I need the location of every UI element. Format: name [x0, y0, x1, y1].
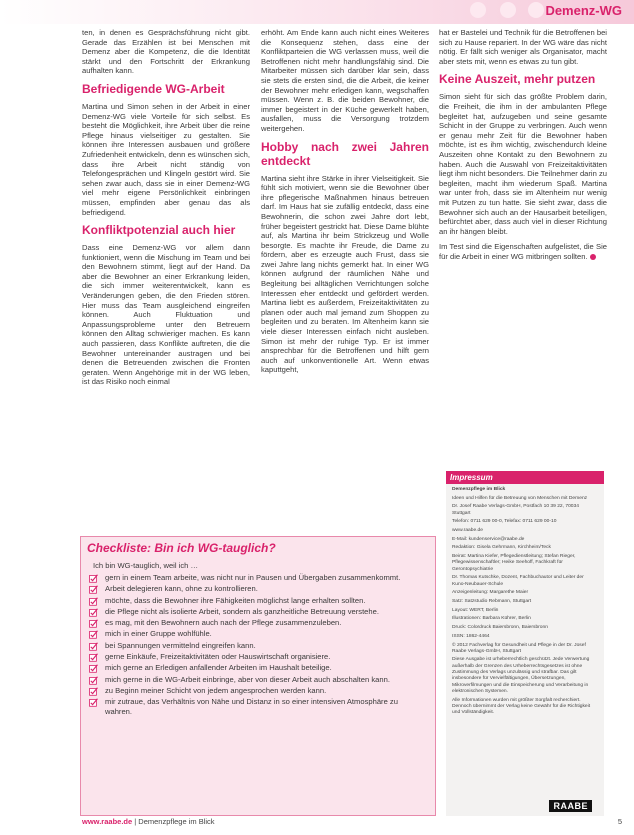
decorative-dot: [500, 2, 516, 18]
footer-separator: |: [132, 817, 139, 826]
impressum-line: Illustrationen: Barbara Kührer, Berlin: [452, 616, 531, 622]
checklist-item: [87, 652, 423, 662]
checklist-item: [87, 697, 423, 717]
impressum-line: E-Mail: kundenservice@raabe.de: [452, 536, 525, 542]
checkbox-icon[interactable]: [89, 698, 98, 707]
checklist-item-text: mir zutraue, das Verhältnis von Nähe und Distanz in so einer intensiven Atmosphäre zu wahren.: [105, 697, 398, 717]
section-heading: Konfliktpotenzial auch hier: [82, 223, 236, 238]
paragraph: Simon sieht für sich das größte Problem darin, die Freiheit, die ihm in der ambulanten Pflege begleitet hat, aufzugeben und seine gesamte Schicht in der Gruppe zu verbringen. Auch wenn er genau mehr Zeit für die Bewohner haben möchte, ist es ihm wichtig, zwischendurch kleine Auszeiten ohne Kontakt zu den Bewohnern zu haben. Auch die Auswahl von Freizeitaktivitäten liegt ihm nicht besonders. Die Teilnehmer darin zu begleiten, macht ihm wiederum Spaß. Martina war unter froh, dass sie im Altenheim nur wenig mit Putzen zu tun hatte. Sie sieht zwar, dass die Bewohner sich auch an der Hausarbeit beteiligen, befürchtet aber, dass auch viel in dieser Richtung an ihr hängen bleibt.: [439, 92, 607, 236]
text-column-3: [439, 28, 607, 267]
checkbox-icon[interactable]: [89, 653, 98, 662]
checklist-title: Checkliste: Bin ich WG-tauglich?: [87, 541, 276, 555]
checklist-item-text: gerne Einkäufe, Freizeitaktivitäten oder Hauswirtschaft organisiere.: [105, 652, 331, 662]
paragraph: erhöht. Am Ende kann auch nicht eines Weiteres die Konsequenz stehen, dass eine der Konfliktparteien die WG verlassen muss, weil die Betroffenen nicht mehr handlungsfähig sind. Die Mitarbeiter müssen sich darüber klar sein, dass sie stets die ersten sind, die die Arbeit, die keiner der Bewohner mehr erledigen kann, wegschaffen müssen. Wenn z. B. die beiden Bewohner, die immer begeistert in der Küche gewerkelt haben, ausfallen, muss die Versorgung trotzdem weitergehen.: [261, 28, 429, 133]
impressum-line: Diese Ausgabe ist urheberrechtlich geschützt. Jede Verwertung außerhalb der Grenzen des Urheberrechtsgesetzes ist ohne Zustimmung des Verlags unzulässig und strafbar. Das gilt insbesondere für Vervielfältigungen, Übersetzungen, Mikroverfilmungen und die Einspeicherung und Verarbeitung in elektronischen Systemen.: [452, 657, 590, 694]
checklist-item: [87, 584, 423, 594]
checklist-item: [87, 686, 423, 696]
page-number: 5: [617, 817, 622, 826]
impressum-line: Druck: Colordruck Baiersbronn, Baiersbronn: [452, 625, 548, 631]
impressum-line: www.raabe.de: [452, 528, 483, 534]
checkbox-icon[interactable]: [89, 597, 98, 606]
impressum-line: Telefon: 0711 629 00-0, Telefax: 0711 629 00-10: [452, 519, 557, 525]
checklist-item-text: zu Beginn meiner Schicht von jedem angesprochen werden kann.: [105, 685, 327, 695]
footer-publication: Demenzpflege im Blick: [138, 817, 215, 826]
text-column-1: [82, 28, 250, 393]
checklist-intro: Ich bin WG-tauglich, weil ich …: [93, 561, 199, 570]
checklist-item-text: mich gerne in die WG-Arbeit einbringe, aber von dieser Arbeit auch abschalten kann.: [105, 674, 390, 684]
impressum-line: Ideen und Hilfen für die Betreuung von Menschen mit Demenz: [452, 495, 588, 501]
impressum-body: [446, 484, 604, 722]
impressum-line: Beirat: Martina Kiefer, Pflegedienstleitung; Stefan Rieger, Pflegewissenschaftler; Heike Seehoff, Fachkraft für Gerontopsychiatrie: [452, 554, 576, 572]
checklist-item-text: es mag, mit den Bewohnern auch nach der Pflege zusammenzuleben.: [105, 618, 342, 628]
impressum-line: Dr. Thomas Kutschke, Dozent, Fachbuchautor und Leiter der Kuno-Neubauer-Schule: [452, 575, 584, 587]
section-heading: Befriedigende WG-Arbeit: [82, 81, 225, 96]
checklist-item: [87, 573, 423, 583]
paragraph: hat er Bastelei und Technik für die Betroffenen bei sich zu Hause repariert. In der WG wäre das nicht nötig. Er fällt sich weniger als Organisator, macht aber stets mit, wenn es etwas zu tun gibt.: [439, 28, 607, 66]
impressum-line: Dr. Josef Raabe Verlags-GmbH, Postfach 10 39 22, 70034 Stuttgart: [452, 504, 579, 516]
end-mark-icon: [590, 254, 596, 260]
checklist-item: [87, 618, 423, 628]
checklist-item: [87, 596, 423, 606]
section-heading: Keine Auszeit, mehr putzen: [439, 72, 596, 87]
checklist-item-text: die Pflege nicht als isolierte Arbeit, sondern als ganzheitliche Betreuung verstehe.: [105, 606, 379, 616]
checkbox-icon[interactable]: [89, 642, 98, 651]
impressum-box: [446, 471, 604, 816]
impressum-line: Anzeigenleitung: Margarethe Maier: [452, 590, 529, 596]
impressum-line: Satz: Satzstudio Rebmann, Stuttgart: [452, 599, 532, 605]
section-tag: Demenz-WG: [545, 3, 622, 18]
checklist-item: [87, 663, 423, 673]
checkbox-icon[interactable]: [89, 676, 98, 685]
checklist-item-text: möchte, dass die Bewohner ihre Fähigkeiten möglichst lange erhalten sollten.: [105, 595, 366, 605]
impressum-line: Alle Informationen wurden mit größter Sorgfalt recherchiert. Dennoch übernimmt der Verlag keine Gewähr für die Richtigkeit und Vollständigkeit.: [452, 697, 591, 716]
footer: [82, 817, 215, 826]
paragraph: Im Test sind die Eigenschaften aufgelistet, die Sie für die Arbeit in einer WG mitbringen sollten.: [439, 242, 607, 261]
raabe-logo: RAABE: [549, 800, 592, 812]
checkbox-icon[interactable]: [89, 664, 98, 673]
impressum-line: Redaktion: Gisela Gehrmann, Kirchheim/Teck: [452, 545, 551, 551]
checklist-item-text: bei Spannungen vermittelnd eingreifen kann.: [105, 640, 256, 650]
impressum-line: ISSN: 1862-4464: [452, 633, 490, 639]
impressum-title: Impressum: [446, 471, 604, 484]
impressum-line: Demenzpflege im Blick: [452, 487, 506, 492]
checklist-items: [87, 573, 423, 718]
impressum-line: © 2012 Fachverlag für Gesundheit und Pflege in der Dr. Josef Raabe Verlags-GmbH, Stuttgart: [452, 642, 586, 654]
checkbox-icon[interactable]: [89, 687, 98, 696]
checkbox-icon[interactable]: [89, 608, 98, 617]
paragraph: Martina sieht ihre Stärke in ihrer Vielseitigkeit. Sie fühlt sich motiviert, wenn sie die Bewohner über ihre pflegerische Maßnahmen hinaus betreuen darf. Im Haus hat sie zufällig entdeckt, dass eine Bewohnerin, die schon zwei Jahre dort lebt, früher begeistert gestrickt hat. Diese Dame blühte auf, als Martina ihr beim Strickzeug und Wolle besorgte. Es machte ihr Freude, die Dame zu fördern, aber es erzeugte auch Frust, dass sie zwei Jahre lang nichts gemerkt hat. In einer WG können aufgrund der räumlichen Nähe und Begleitung bei alltäglichen Verrichtungen solche Interessen eher entdeckt und gefördert werden. Martina liebt es außerdem, Freizeitaktivitäten zu planen oder auch mal jemand zum Shoppen zu begleiten und zu beraten. Im Altenheim kann sie viele dieser Interessen einfach nicht ausleben. Simon ist mehr der ruhige Typ. Er ist immer ansprechbar für die Betroffenen und hilft gern auch auf unkonventionelle Art. Wenn etwas kaputtgeht,: [261, 173, 429, 375]
checkbox-icon[interactable]: [89, 619, 98, 628]
checklist-item-text: gern in einem Team arbeite, was nicht nur in Pausen und Übergaben zusammenkommt.: [105, 573, 401, 582]
checklist-item-text: Arbeit delegieren kann, ohne zu kontrollieren.: [105, 584, 258, 594]
impressum-line: Layout: WERT, Berlin: [452, 607, 499, 613]
checklist-item: [87, 675, 423, 685]
paragraph: ten, in denen es Gesprächsführung nicht gibt. Gerade das Erzählen ist bei Menschen mit Demenz aber die Kompetenz, die die Identität stärkt und den Fortschritt der Erkrankung aufhalten kann.: [82, 28, 250, 76]
checklist-item-text: mich in einer Gruppe wohlfühle.: [105, 629, 212, 639]
checkbox-icon[interactable]: [89, 574, 98, 583]
decorative-dot: [470, 2, 486, 18]
checklist-item-text: mich gerne an Erledigen anfallender Arbeiten im Haushalt beteilige.: [105, 663, 332, 673]
checklist-item: [87, 629, 423, 639]
decorative-dot: [528, 2, 544, 18]
checkbox-icon[interactable]: [89, 585, 98, 594]
text-column-2: [261, 28, 429, 381]
checkbox-icon[interactable]: [89, 630, 98, 639]
checklist-item: [87, 607, 423, 617]
paragraph: Martina und Simon sehen in der Arbeit in einer Demenz-WG viele Vorteile für sich selbst. Es besteht die Möglichkeit, ihre Arbeit über die reine Pflege hinaus vielseitiger zu gestalten. Sie können ihre Interessen ausbauen und größere Zufriedenheit entwickeln, denn es wünschen sich, dass ihre Arbeit nicht ständig von Telefongesprächen und Klingeln gestört wird. Sie sehen zwar auch, dass sie in einer Demenz-WG viel mehr eigene Persönlichkeit einbringen müssen, empfinden aber genau das als befriedigend.: [82, 101, 250, 217]
section-heading: Hobby nach zwei Jahren entdeckt: [261, 139, 429, 168]
checklist-box: [80, 536, 436, 816]
header-bar: [0, 0, 634, 24]
paragraph: Dass eine Demenz-WG vor allem dann funktioniert, wenn die Mischung im Team und bei den Bewohnern stimmt, liegt auf der Hand. Da aber die Bewohner an einer Erkrankung leiden, die sich immer weiterentwickelt, kann es Veränderungen geben, die den Frieden stören. Hier muss das Team ausgleichend eingreifen können. Auch Fluktuation und Anpassungsprobleme unter den Betreuern können den Alltag schwieriger machen. Es kann auch passieren, dass Konflikte auftreten, die die Bewohner untereinander austragen und bei denen die Betreuenden zwischen die Fronten geraten. Wenn Angehörige mit in der WG leben, ist das Risiko noch einmal: [82, 243, 250, 387]
footer-url[interactable]: www.raabe.de: [82, 817, 133, 826]
checklist-item: [87, 641, 423, 651]
